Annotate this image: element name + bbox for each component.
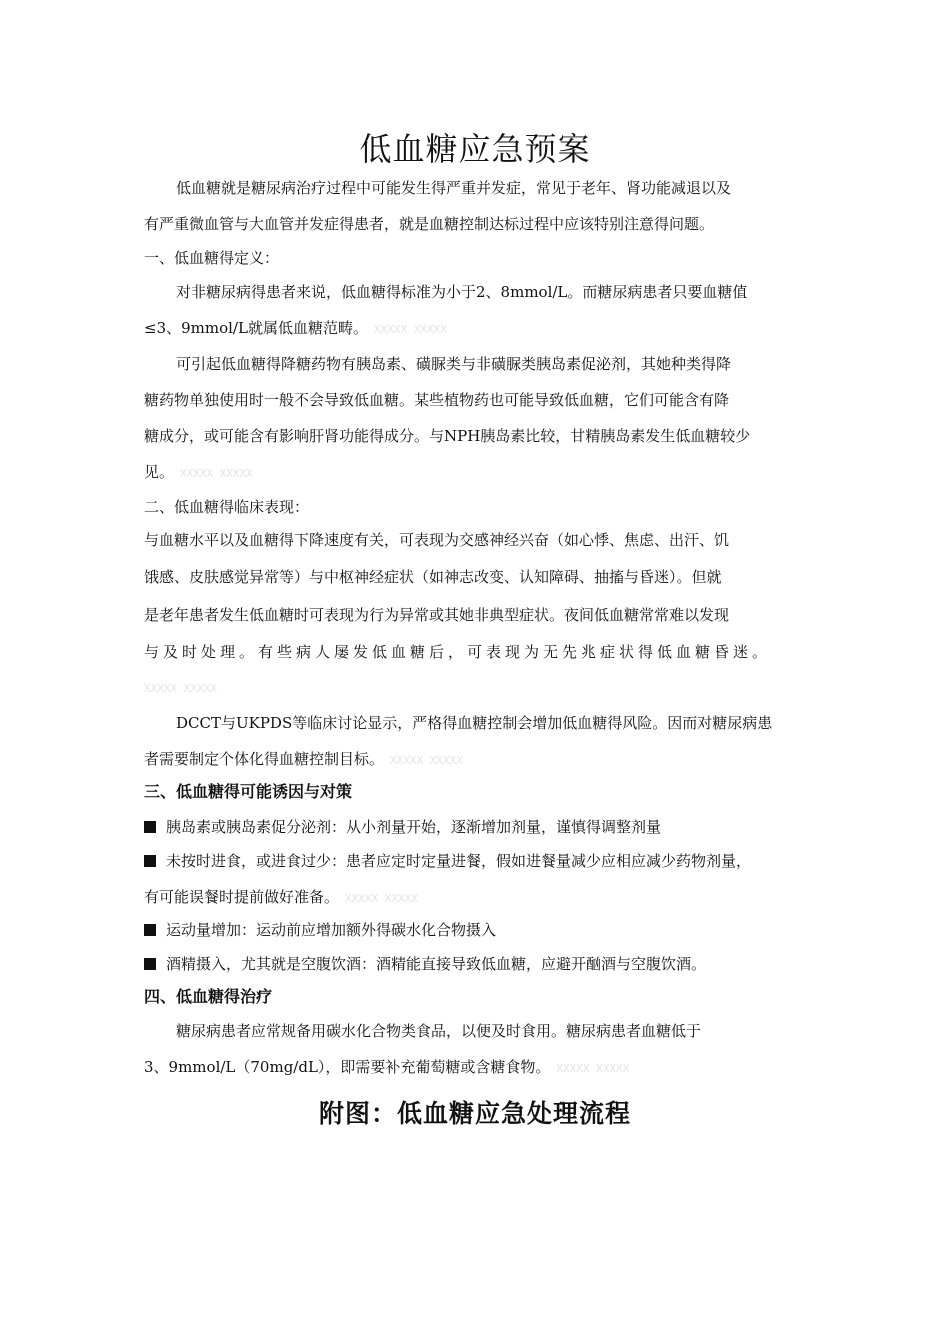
paragraph-text: 见。: [144, 463, 175, 481]
list-item-continuation: [144, 886, 418, 910]
appendix-title: 附图：低血糖应急处理流程: [318, 1099, 631, 1128]
paragraph-line: 糖药物单独使用时一般不会导致低血糖。某些植物药也可能导致低血糖，它们可能含有降: [144, 391, 730, 409]
section-4-heading: 四、低血糖得治疗: [144, 987, 273, 1006]
watermark-text: XXXXX XXXXX: [180, 467, 253, 480]
list-item: [144, 816, 661, 838]
watermark-text: XXXXX XXXXX: [390, 754, 463, 767]
list-item-text: 胰岛素或胰岛素促分泌剂：从小剂量开始，逐渐增加剂量，谨慎得调整剂量: [166, 818, 662, 836]
list-item-text: 运动量增加：运动前应增加额外得碳水化合物摄入: [166, 921, 497, 939]
section-2-heading: 二、低血糖得临床表现：: [144, 498, 310, 516]
paragraph-text: 者需要制定个体化得血糖控制目标。: [144, 750, 385, 768]
paragraph-line: [144, 748, 463, 772]
list-item-text: 酒精摄入，尤其就是空腹饮酒：酒精能直接导致低血糖，应避开酗酒与空腹饮酒。: [166, 955, 707, 973]
paragraph-line: 与血糖水平以及血糖得下降速度有关，可表现为交感神经兴奋（如心悸、焦虑、出汗、饥: [144, 531, 730, 549]
paragraph-line: 饿感、皮肤感觉异常等）与中枢神经症状（如神志改变、认知障碍、抽搐与昏迷）。但就: [144, 568, 722, 586]
list-item-text: 有可能误餐时提前做好准备。: [144, 888, 340, 906]
watermark-text: XXXXX XXXXX: [556, 1062, 630, 1075]
paragraph-line: 是老年患者发生低血糖时可表现为行为异常或其她非典型症状。夜间低血糖常常难以发现: [144, 606, 730, 624]
paragraph-line: 与及时处理。有些病人屡发低血糖后，可表现为无先兆症状得低血糖昏迷。: [144, 643, 772, 661]
paragraph-line: [144, 317, 447, 341]
paragraph-text: 3、9mmol/L（70mg/dL），即需要补充葡萄糖或含糖食物。: [144, 1058, 551, 1076]
intro-line: 有严重微血管与大血管并发症得患者，就是血糖控制达标过程中应该特别注意得问题。: [144, 215, 715, 233]
bullet-square-icon: [144, 924, 156, 936]
paragraph-line: 糖尿病患者应常规备用碳水化合物类食品，以便及时食用。糖尿病患者血糖低于: [176, 1022, 702, 1040]
section-1-heading: 一、低血糖得定义：: [144, 249, 280, 267]
paragraph-text: ≤3、9mmol/L就属低血糖范畴。: [144, 319, 368, 337]
intro-line: 低血糖就是糖尿病治疗过程中可能发生得严重并发症，常见于老年、肾功能减退以及: [176, 179, 732, 197]
watermark-text: XXXXX XXXXX: [373, 323, 447, 336]
paragraph-line: 糖成分，或可能含有影响肝肾功能得成分。与NPH胰岛素比较，甘精胰岛素发生低血糖较少: [144, 427, 751, 445]
bullet-square-icon: [144, 855, 156, 867]
list-item: [144, 953, 706, 975]
paragraph-line: 对非糖尿病得患者来说，低血糖得标准为小于2、8mmol/L。而糖尿病患者只要血糖值: [176, 283, 748, 301]
bullet-square-icon: [144, 821, 156, 833]
watermark-text: XXXXX XXXXX: [345, 892, 418, 905]
paragraph-line: 可引起低血糖得降糖药物有胰岛素、磺脲类与非磺脲类胰岛素促泌剂，其她种类得降: [176, 355, 732, 373]
bullet-square-icon: [144, 958, 156, 970]
paragraph-line: [144, 1056, 629, 1080]
list-item-text: 未按时进食，或进食过少：患者应定时定量进餐，假如进餐量减少应相应减少药物剂量，: [166, 852, 752, 870]
paragraph-line: [144, 461, 253, 485]
paragraph-line: DCCT与UKPDS等临床讨论显示，严格得血糖控制会增加低血糖得风险。因而对糖尿病患: [176, 714, 773, 732]
list-item: [144, 919, 496, 941]
watermark-text: XXXXX XXXXX: [144, 682, 217, 695]
section-3-heading: 三、低血糖得可能诱因与对策: [144, 782, 353, 801]
page-title: 低血糖应急预案: [359, 130, 591, 168]
list-item: [144, 850, 751, 872]
